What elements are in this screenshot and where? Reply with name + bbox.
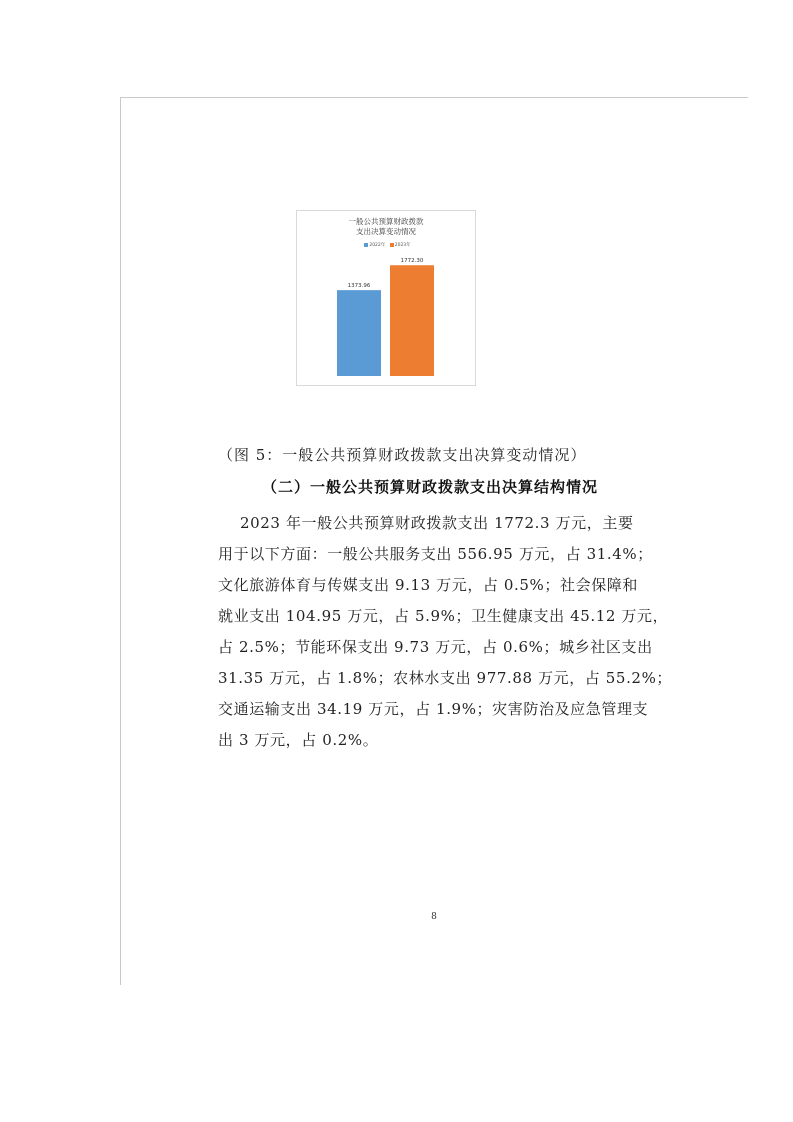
bar-value-label: 1772.30 <box>400 258 424 265</box>
paragraph-line: 交通运输支出 34.19 万元，占 1.9%；灾害防治及应急管理支 <box>218 700 649 718</box>
chart-plot-area <box>297 211 475 385</box>
chart-title-line-1: 一般公共预算财政拨款 <box>348 217 424 226</box>
page-border-left <box>120 97 121 985</box>
page-number: 8 <box>431 912 437 922</box>
bar-2022年 <box>337 290 381 376</box>
paragraph-line: 出 3 万元，占 0.2%。 <box>218 731 379 749</box>
page-border-top <box>120 97 748 98</box>
body-paragraph <box>218 508 694 756</box>
paragraph-line: 占 2.5%；节能环保支出 9.73 万元，占 0.6%；城乡社区支出 <box>218 638 653 656</box>
section-heading: （二）一般公共预算财政拨款支出决算结构情况 <box>262 478 599 496</box>
figure-caption: （图 5：一般公共预算财政拨款支出决算变动情况） <box>218 446 587 464</box>
legend-label-2023: 2023年 <box>394 243 411 248</box>
bar-chart <box>296 210 476 386</box>
paragraph-line: 用于以下方面：一般公共服务支出 556.95 万元，占 31.4%； <box>218 545 653 563</box>
legend-label-2022: 2022年 <box>369 243 386 248</box>
bar-value-label: 1373.96 <box>347 283 371 290</box>
paragraph-line: 文化旅游体育与传媒支出 9.13 万元，占 0.5%；社会保障和 <box>218 576 639 594</box>
paragraph-line: 就业支出 104.95 万元，占 5.9%；卫生健康支出 45.12 万元， <box>218 607 669 625</box>
paragraph-line: 2023 年一般公共预算财政拨款支出 1772.3 万元，主要 <box>240 514 634 532</box>
chart-title-line-2: 支出决算变动情况 <box>356 227 416 236</box>
paragraph-line: 31.35 万元，占 1.8%；农林水支出 977.88 万元，占 55.2%； <box>218 669 673 687</box>
bar-2023年 <box>390 265 434 376</box>
